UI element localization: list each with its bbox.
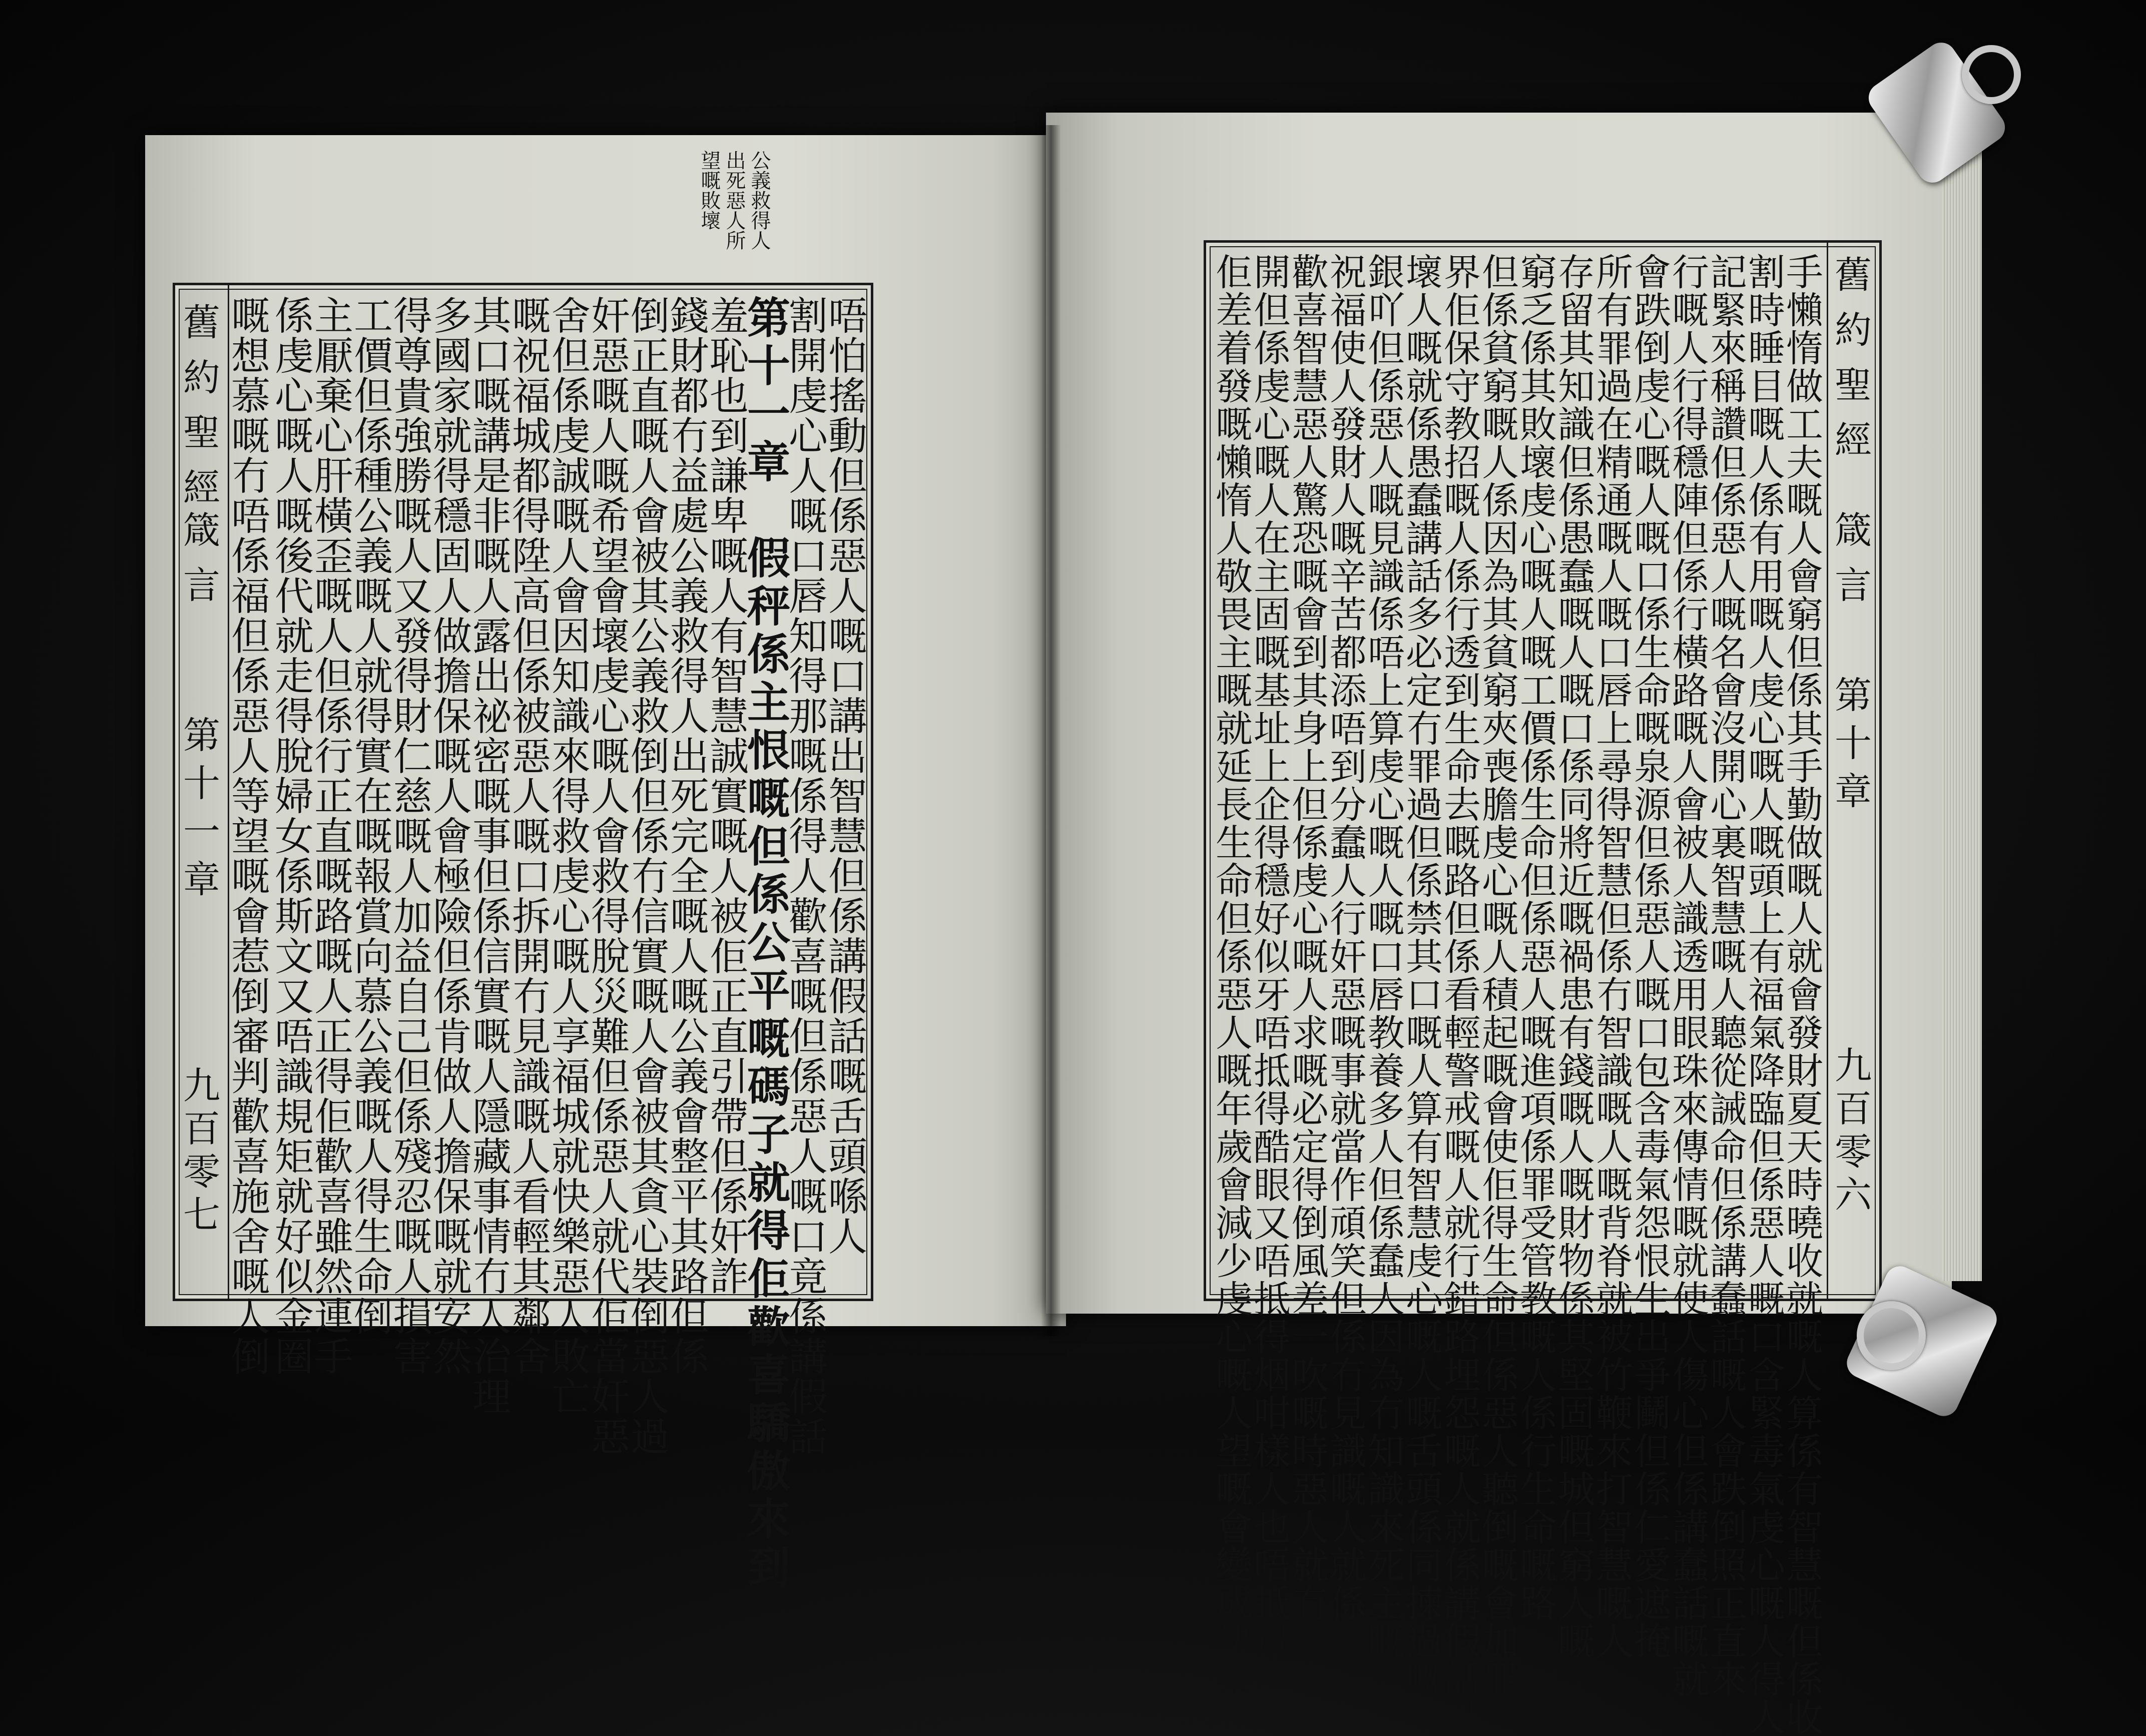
book-gutter (1041, 125, 1061, 1336)
left-header-book: 箴言 (177, 510, 220, 621)
marginal-note-1: 公義救得人 (748, 150, 771, 250)
left-col-2: 割開虔心人嘅口唇知得那嘅係得人歡喜嘅但係惡人嘅口竟係講假話 (782, 295, 827, 1456)
right-col-16: 佢差着發嘅懶惰人敬畏主嘅就延長生命但係惡人嘅年歲會減少虔心嘅人望嘅會變成快樂 (1210, 253, 1253, 1698)
right-col-14: 歡喜智慧惡人驚恐嘅會到其身上但係虔心嘅人求嘅必定得倒風差一吹嘅時惡人就冇 (1286, 253, 1329, 1622)
right-header-chapter: 第十章 (1829, 676, 1872, 820)
marginal-note-2: 出死惡人所 (723, 150, 746, 250)
right-page-number: 九百零六 (1829, 1046, 1872, 1218)
left-col-8: 舍但係虔誠嘅人會因知識來得救虔心嘅人享福城就快樂惡人敗亡 (545, 295, 590, 1416)
right-col-11: 壞人嘅就係愚蠢講話多必定冇罪過但係禁其口嘅人算有智慧虔心嘅人嘅舌頭係同揀過嘅 (1400, 253, 1443, 1698)
page-edges (1942, 150, 1982, 1281)
left-col-14: 主厭棄心肝橫歪嘅人但係行正直嘅路嘅人正得佢歡喜雖然連手 (308, 295, 353, 1376)
right-col-1: 手懶惰做工夫嘅人會窮但係其手勤做嘅人就會發財夏天時曉收就嘅人算係有智慧嘅但係收 (1780, 253, 1823, 1736)
right-col-9: 但係貧窮嘅人係因為其貧窮夾喪膽虔心嘅人積起嘅會使佢得生命但係惡人聽倒嘅會加罪 (1476, 253, 1519, 1698)
right-col-12: 銀吖但係惡人嘅見識係唔上算虔心嘅人嘅口唇教養多人但係蠢人因為冇知識來死主嘅 (1362, 253, 1405, 1660)
right-col-8: 窮乏係其敗壞虔心嘅人嘅工價係生命但係惡人嘅進項係罪受管教嘅人係行生命嘅路 (1514, 253, 1557, 1622)
right-col-6: 所有罪過在精通嘅人嘅口唇上尋得智慧但係冇智識嘅人嘅背脊就被竹鞭來打智慧嘅人 (1590, 253, 1633, 1660)
right-col-4: 行嘅人行得穩陣但係行橫路嘅人會被人識透用眼珠來傳情嘅就使人傷心但係講蠢話嘅就 (1666, 253, 1709, 1698)
right-col-10: 界佢保守教招嘅人係行透到生命去嘅路但係看輕警戒嘅人就行錯路埋怨嘅人就係講假話講 (1438, 253, 1481, 1736)
left-col-13: 工價但係種公義嘅人就得實在嘅報賞向慕公義嘅人得生命倒 (347, 295, 392, 1336)
right-col-2: 割時睡目嘅人係有用嘅人虔心嘅人嘅頭上有福氣降臨但係惡人嘅口含緊毒氣虔心嘅人得人 (1742, 253, 1785, 1736)
left-col-5: 錢財都冇益處公義救得人出死完全嘅人嘅公義會整平其路但係 (664, 295, 709, 1376)
left-col-3-chapter-heading: 第十一章 假秤係主恨嘅但係公平嘅碼子就得佢歡喜驕傲來到 (740, 295, 790, 1592)
left-col-4: 羞恥也到謙卑嘅人有智慧誠實嘅人被佢正直引帶但係奸詐 (703, 295, 748, 1296)
left-col-11: 多國家就得穩固人做擔保嘅人會極險但係肯做人擔保嘅就安然 (426, 295, 471, 1376)
binder-clip-top-ring (1962, 45, 2021, 104)
left-col-12: 得尊貴強勝嘅人又發得財仁慈嘅人加益自己但係殘忍嘅人損害 (387, 295, 432, 1376)
right-header-book: 箴言 (1829, 510, 1872, 621)
right-col-3: 記緊來稱讚但係惡人嘅名會沒開心裏智慧嘅人聽從誡命但係講蠢話嘅人會跌倒照正直來 (1704, 253, 1747, 1698)
right-col-7: 存留其知識但係愚蠢嘅人嘅口係同將近嘅禍患有錢嘅人嘅財物係其堅固嘅城但窮人嘅 (1552, 253, 1595, 1660)
right-col-13: 祝福使人發財人嘅辛苦都添唔到分蠢人行奸惡嘅事就當作頑笑但係冇見識嘅人就係 (1324, 253, 1367, 1622)
left-col-16: 嘅想慕嘅冇唔係福但係惡人等望嘅會惹倒審判歡喜施舍嘅人倒 (225, 295, 270, 1376)
left-col-15: 係虔心嘅人嘅後代就走得脫婦女係斯文又唔識規矩就好似金圈 (268, 295, 313, 1376)
left-col-6: 倒正直嘅人會被其公義救倒但係冇信實嘅人會被其貪心裝倒惡人過 (624, 295, 669, 1456)
left-header-title: 舊約聖經 (177, 303, 220, 523)
left-header-chapter: 第十一章 (177, 716, 220, 908)
right-col-5: 會跌倒虔心嘅人嘅口係生命嘅泉源但係惡人嘅口包含毒氣怨恨生出爭鬭但係仁愛遮掩 (1628, 253, 1671, 1660)
marginal-note-3: 望嘅敗壞 (698, 150, 721, 230)
left-col-7: 奸惡嘅人嘅希望會壞虔心嘅人會救得脫災難但係惡人就代佢當奸惡 (585, 295, 630, 1456)
right-col-15: 開但係虔心嘅人在主固嘅基址上企得穩好似牙唔抵得酷眼又唔抵得烟咁樣人也唔抵得 (1248, 253, 1291, 1660)
left-col-1: 唔怕搖動但係惡人嘅口講出智慧但係講假話嘅舌頭喺人 (822, 295, 867, 1256)
left-page-number: 九百零七 (177, 1066, 220, 1238)
left-col-9: 嘅祝福城都得陞高但係被惡人嘅口拆開冇見識嘅人看輕其鄰舍 (505, 295, 551, 1376)
binder-clip-bottom-ring (1857, 1301, 1926, 1370)
right-header-title: 舊約聖經 (1829, 255, 1872, 475)
left-col-10: 其口嘅講是非嘅人露出祕密嘅事但係信實嘅人隱藏事情冇人治理 (466, 295, 511, 1416)
